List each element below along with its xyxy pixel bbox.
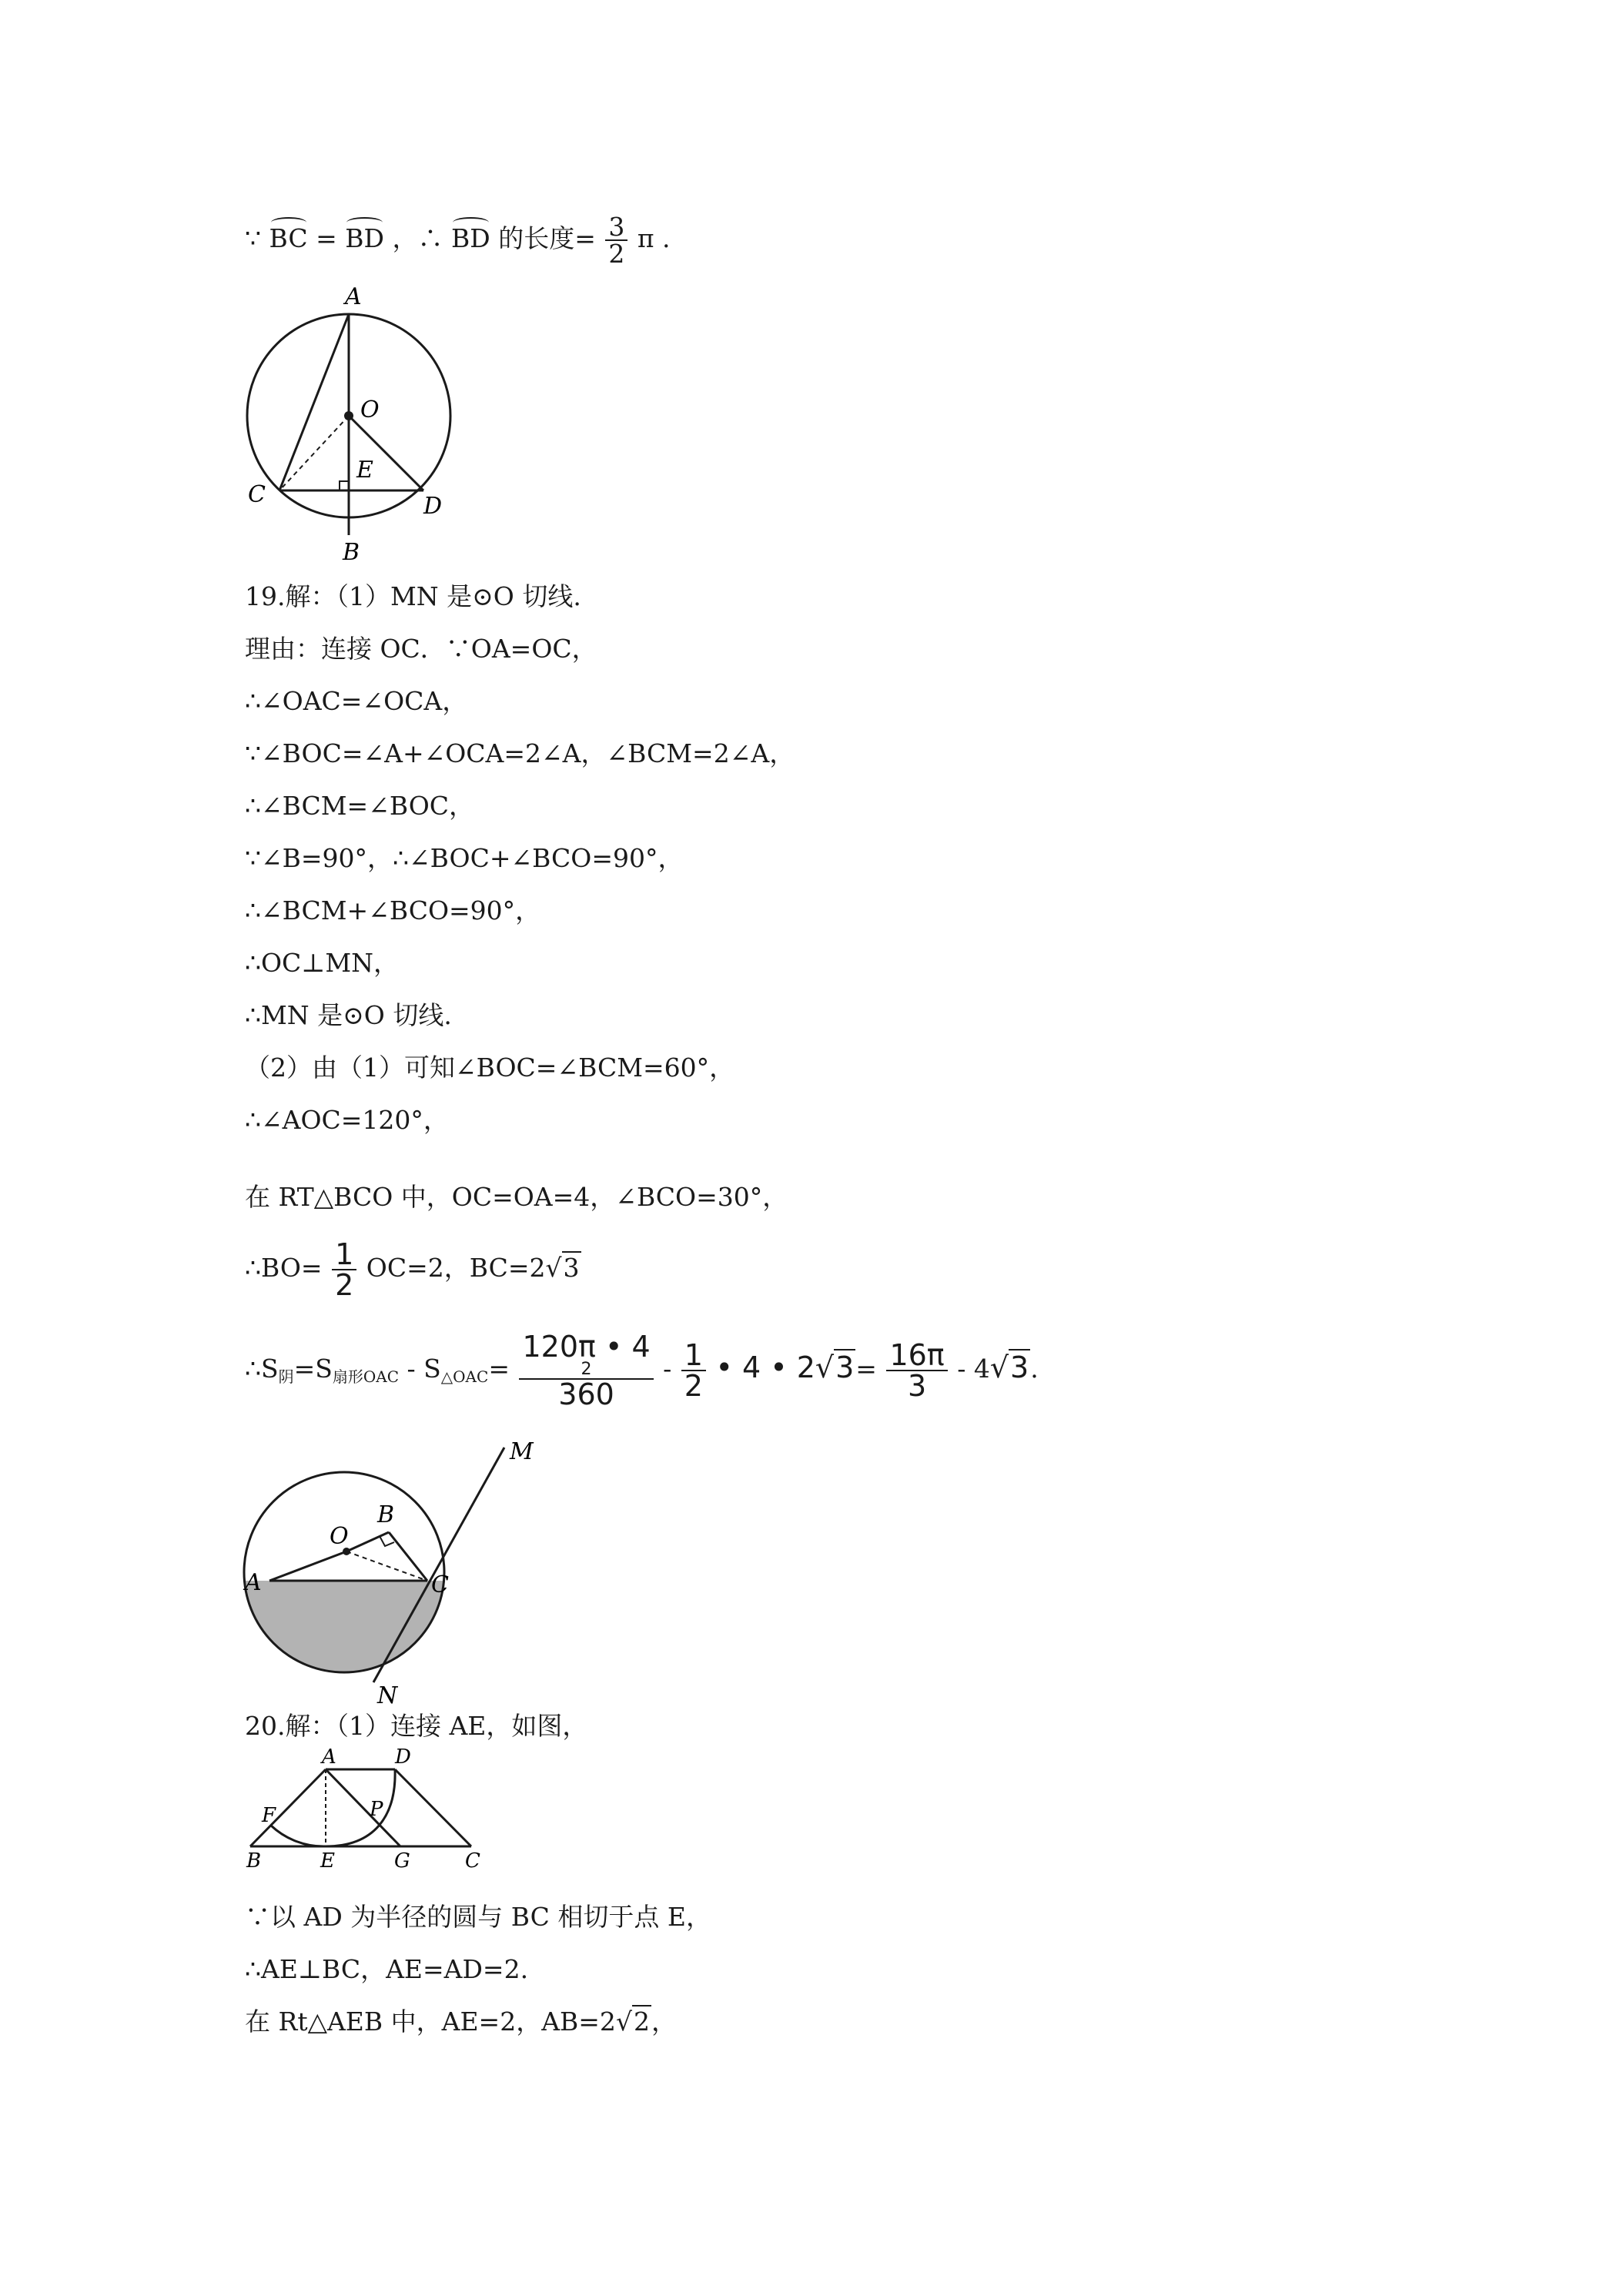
fraction-sector — [519, 1332, 653, 1409]
q20-line-1: 20.解：（1）连接 AE，如图， — [245, 1711, 588, 1741]
radius-oa — [269, 1551, 346, 1581]
q19-line-11: ∴∠AOC=120°， — [245, 1105, 449, 1135]
q19-line-3: ∴∠OAC=∠OCA， — [245, 686, 468, 716]
frac-num: 1 — [681, 1340, 706, 1371]
q19-line-7: ∴∠BCM+∠BCO=90°， — [245, 895, 541, 925]
label-n: N — [377, 1682, 398, 1705]
trapezoid-figure — [239, 1748, 493, 1871]
label-g: G — [394, 1849, 410, 1871]
frac-num: 1 — [332, 1240, 356, 1270]
frac-den: 3 — [907, 1369, 927, 1403]
label-a: A — [245, 1569, 262, 1596]
circle-figure-2 — [239, 1436, 539, 1705]
label-c: C — [465, 1849, 480, 1871]
sqrt-2: 2 — [633, 2006, 650, 2037]
arc-bc: BC — [269, 219, 308, 254]
q19-line-14 — [245, 1332, 1039, 1409]
bo-prefix: ∴BO= — [245, 1253, 323, 1283]
tangent-mn — [373, 1448, 504, 1682]
length-text: 的长度= — [498, 223, 596, 253]
q20-line-2: ∵以 AD 为半径的圆与 BC 相切于点 E， — [245, 1902, 711, 1932]
fraction-3-2 — [605, 212, 627, 269]
sqrt-sign: √ — [989, 1350, 1009, 1384]
fraction-result — [886, 1340, 947, 1401]
label-f: F — [262, 1804, 276, 1827]
label-e: E — [320, 1849, 335, 1871]
sqrt-sign: √ — [545, 1253, 562, 1283]
sub-triangle: △OAC — [440, 1367, 489, 1386]
q19-line-12: 在 RT△BCO 中，OC=OA=4，∠BCO=30°， — [245, 1182, 788, 1212]
therefore-text: ，∴ — [392, 223, 443, 253]
ab-end: ， — [651, 2006, 677, 2037]
frac-num: 3 — [605, 214, 627, 241]
q19-line-13 — [245, 1237, 581, 1302]
sub-shaded: 阴 — [278, 1367, 294, 1386]
label-o: O — [360, 397, 380, 423]
chord-ac — [279, 314, 349, 490]
area-eq2: = — [488, 1354, 510, 1384]
frac-den: 360 — [558, 1377, 614, 1411]
area-eq3: = — [855, 1354, 877, 1384]
sqrt-sign: √ — [615, 2006, 632, 2037]
frac-den: 2 — [335, 1268, 354, 1302]
frac-den: 2 — [608, 239, 625, 269]
because-symbol: ∵ — [245, 223, 261, 253]
frac-num: 16π — [886, 1340, 947, 1371]
q19-line-2: 理由：连接 OC．∵OA=OC， — [245, 634, 597, 664]
q20-line-3: ∴AE⊥BC，AE=AD=2. — [245, 1954, 529, 1984]
label-p: P — [370, 1798, 383, 1821]
label-o: O — [330, 1523, 349, 1550]
arc-bd-2: BD — [451, 219, 490, 254]
sqrt-sign: √ — [815, 1350, 835, 1384]
label-b: B — [377, 1501, 395, 1528]
q20-line-4 — [245, 2006, 677, 2037]
area-minus1: - S — [399, 1354, 441, 1384]
arc-fe — [271, 1826, 326, 1846]
pi-tail: π . — [637, 223, 671, 253]
equals: = — [316, 223, 337, 253]
sqrt-3: 3 — [835, 1350, 855, 1384]
area-minus3: - 4 — [957, 1354, 990, 1384]
q19-line-8: ∴OC⊥MN， — [245, 948, 399, 978]
label-a: A — [345, 283, 362, 310]
area-mul: • 4 • 2 — [715, 1350, 815, 1384]
segment-bc — [389, 1532, 427, 1581]
bo-mid: OC=2，BC=2 — [366, 1253, 546, 1283]
frac-den: 2 — [684, 1369, 703, 1403]
label-b: B — [246, 1849, 262, 1871]
dashed-oc — [279, 416, 349, 490]
area-end: . — [1030, 1354, 1039, 1384]
sector-num: 120π • 4 — [522, 1330, 651, 1364]
area-eq1: =S — [293, 1354, 333, 1384]
ab-prefix: 在 Rt△AEB 中，AE=2，AB=2 — [245, 2006, 616, 2037]
q19-line-1: 19.解：（1）MN 是⊙O 切线. — [245, 581, 581, 611]
label-b: B — [343, 539, 360, 566]
q19-line-5: ∴∠BCM=∠BOC， — [245, 791, 475, 821]
circle-figure-1 — [239, 281, 470, 566]
sqrt-3: 3 — [563, 1253, 580, 1283]
label-c: C — [431, 1571, 449, 1598]
area-minus2: - — [663, 1354, 680, 1384]
area-prefix: ∴S — [245, 1354, 279, 1384]
sup-2: 2 — [581, 1360, 592, 1379]
fraction-half — [681, 1340, 706, 1401]
right-angle-mark — [340, 481, 349, 490]
frac-num — [519, 1332, 653, 1380]
sqrt-3: 3 — [1010, 1350, 1029, 1384]
arc-bd: BD — [345, 219, 384, 254]
label-e: E — [356, 457, 373, 484]
q19-line-4: ∵∠BOC=∠A+∠OCA=2∠A，∠BCM=2∠A， — [245, 738, 795, 768]
label-m: M — [510, 1438, 534, 1465]
label-c: C — [248, 481, 266, 508]
center-dot — [344, 411, 353, 420]
label-a: A — [322, 1748, 336, 1769]
side-dc — [395, 1769, 471, 1846]
arc-equality-line — [245, 212, 671, 269]
q19-line-10: （2）由（1）可知∠BOC=∠BCM=60°， — [245, 1053, 735, 1083]
sub-sector: 扇形OAC — [332, 1367, 400, 1386]
fraction-1-2 — [332, 1237, 356, 1302]
q19-line-6: ∵∠B=90°，∴∠BOC+∠BCO=90°， — [245, 843, 684, 873]
label-d: D — [423, 493, 443, 520]
label-d: D — [395, 1748, 411, 1769]
q19-line-9: ∴MN 是⊙O 切线. — [245, 1000, 452, 1030]
